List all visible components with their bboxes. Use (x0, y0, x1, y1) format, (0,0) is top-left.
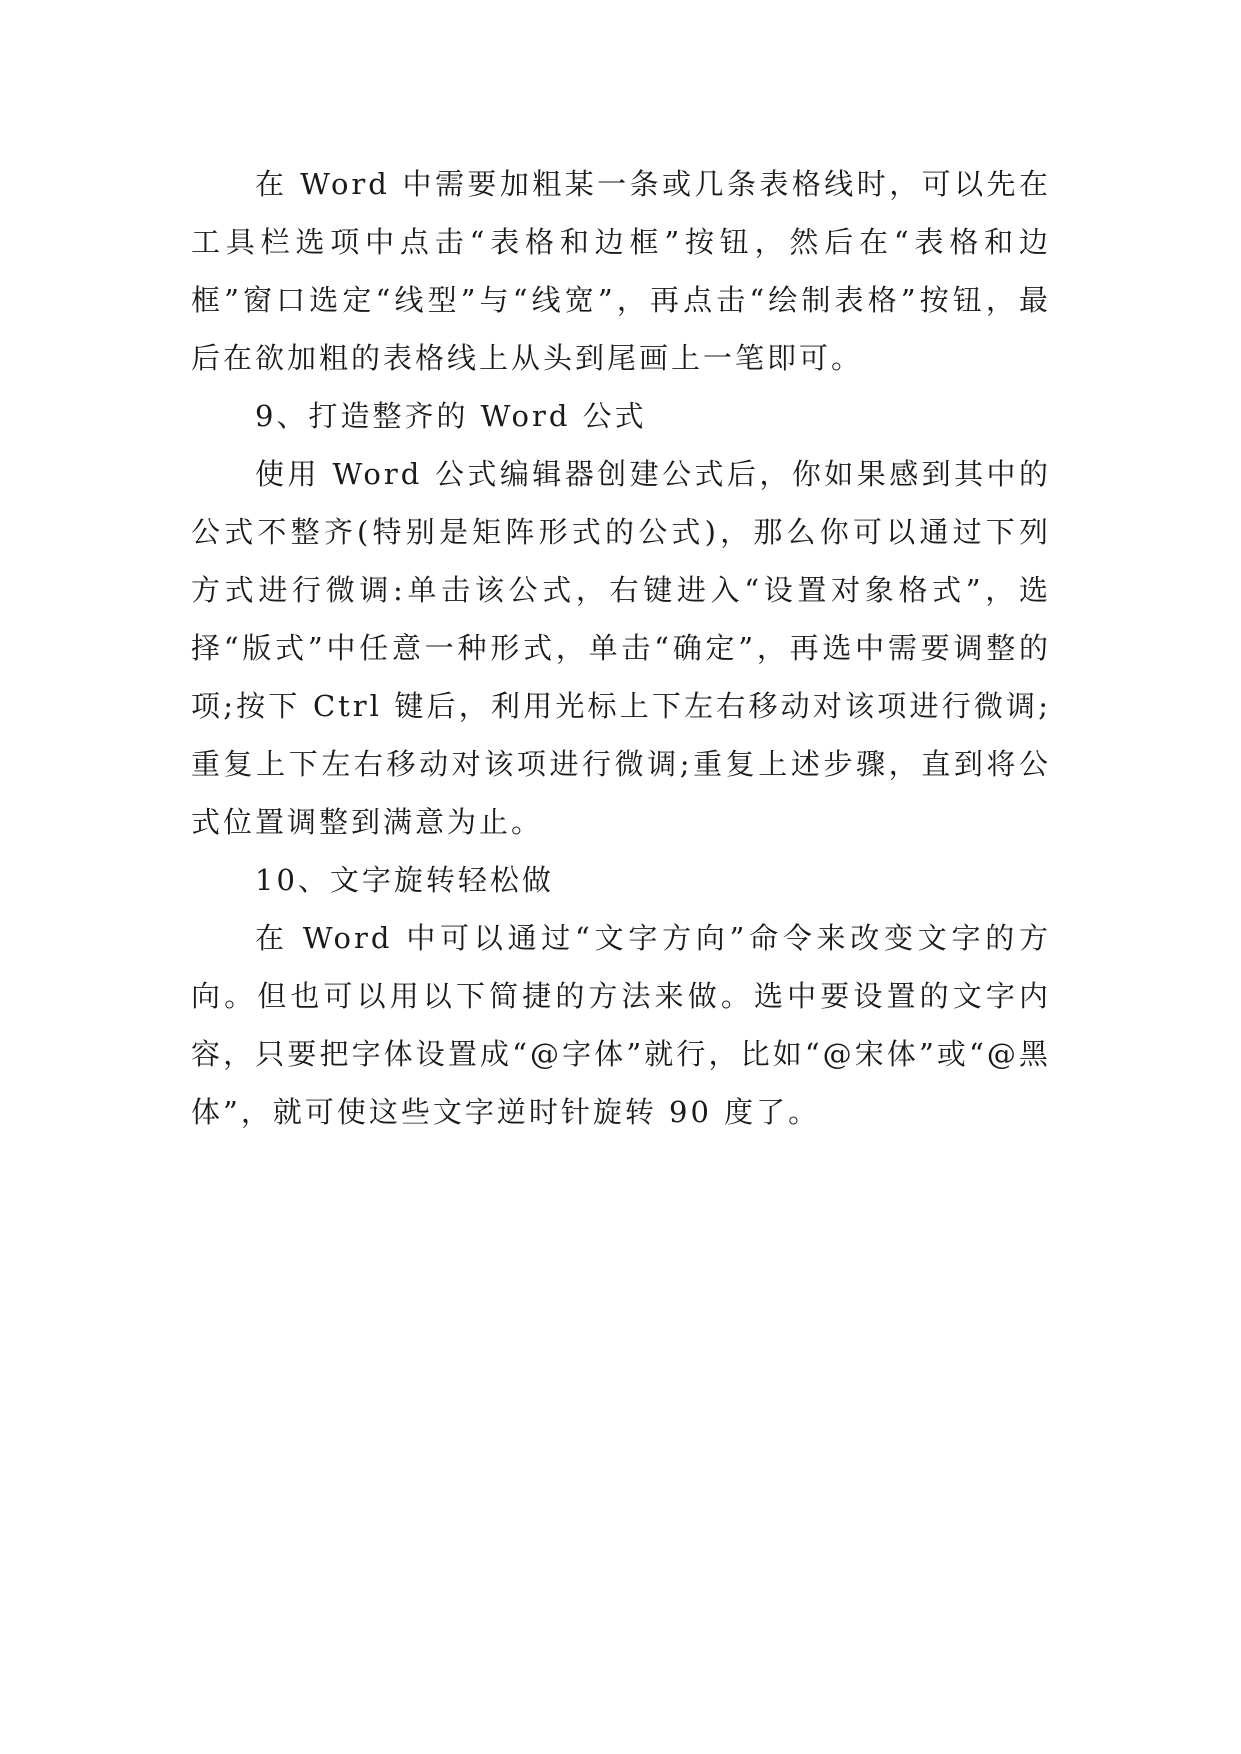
section-heading-9: 9、打造整齐的 Word 公式 (255, 399, 647, 433)
document-body (191, 155, 1051, 1141)
paragraph-bold-table-lines: 在 Word 中需要加粗某一条或几条表格线时，可以先在工具栏选项中点击“表格和边框”按钮，然后在“表格和边框”窗口选定“线型”与“线宽”，再点击“绘制表格”按钮，最后在欲加粗的表格线上从头到尾画上一笔即可。 (191, 167, 1051, 375)
section-heading-10: 10、文字旋转轻松做 (255, 863, 554, 897)
paragraph-formula-alignment: 使用 Word 公式编辑器创建公式后，你如果感到其中的公式不整齐(特别是矩阵形式的公式)，那么你可以通过下列方式进行微调:单击该公式，右键进入“设置对象格式”，选择“版式”中任意一种形式，单击“确定”，再选中需要调整的项;按下 Ctrl 键后，利用光标上下左右移动对该项进行微调;重复上下左右移动对该项进行微调;重复上述步骤，直到将公式位置调整到满意为止。 (191, 457, 1051, 839)
paragraph-text-rotation: 在 Word 中可以通过“文字方向”命令来改变文字的方向。但也可以用以下简捷的方法来做。选中要设置的文字内容，只要把字体设置成“@字体”就行，比如“@宋体”或“@黑体”，就可使这些文字逆时针旋转 90 度了。 (191, 921, 1051, 1129)
